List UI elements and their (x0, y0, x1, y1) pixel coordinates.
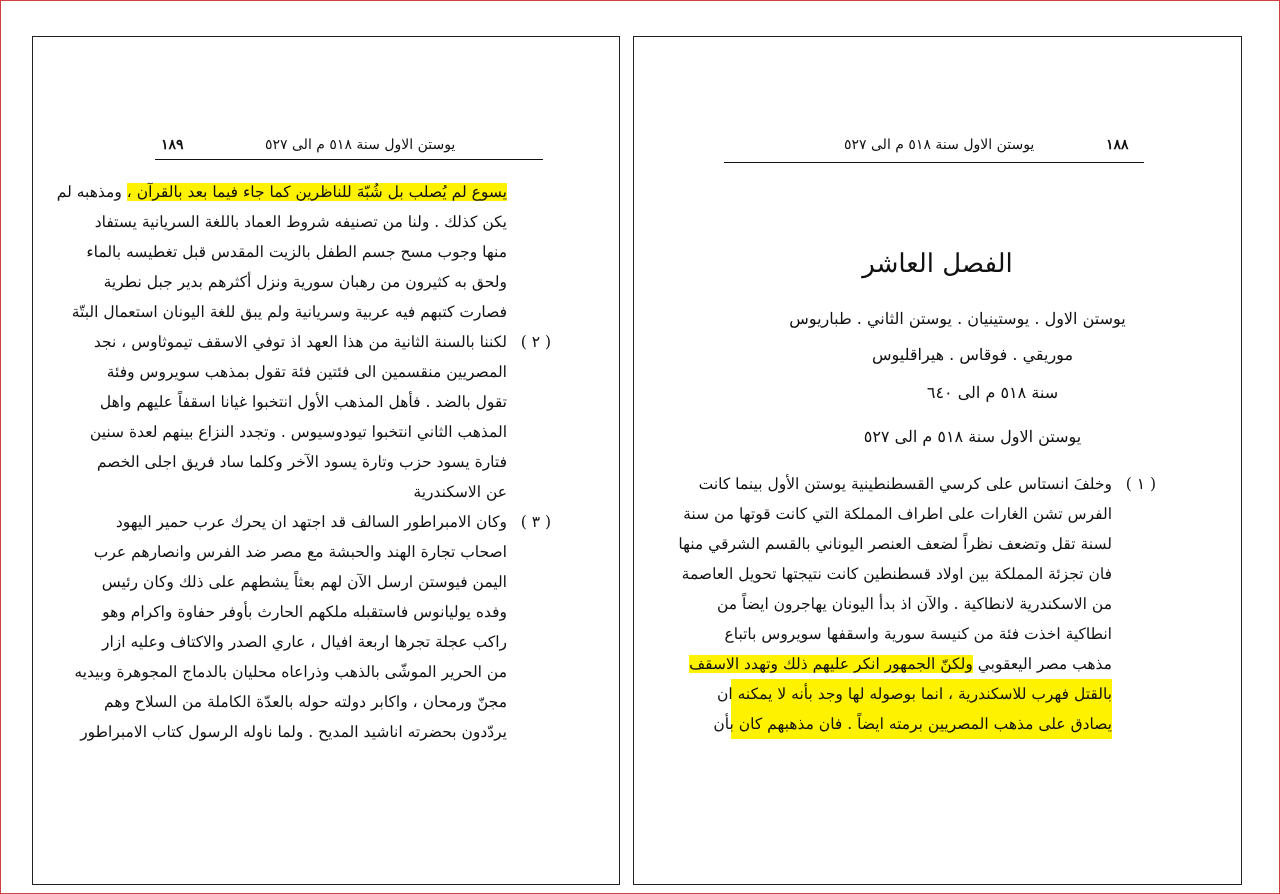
chapter-title: الفصل العاشر (862, 249, 1013, 279)
text-line: اليمن فيوستن ارسل الآن لهم بعثاً يشطهم على ذلك وكان رئيس (101, 573, 507, 591)
text-line (115, 507, 551, 537)
paragraph-number: ( ٣ ) (520, 513, 551, 531)
highlighted-text-line: يصادق على مذهب المصريين برمته ايضاً . فان مذهبهم كان بأن (731, 709, 1112, 739)
chapter-subtitle-rulers-2: موريقي . فوقاس . هيراقليوس (871, 345, 1074, 364)
left-book-page (32, 36, 620, 885)
highlighted-text-line: بالقتل فهرب للاسكندرية ، انما بوصوله لها وجد بأنه لا يمكنه ان (731, 679, 1112, 709)
chapter-subtitle-rulers-1: يوستن الاول . يوستينيان . يوستن الثاني . طباريوس (789, 309, 1126, 328)
text-line: فان تجزئة المملكة بين اولاد قسطنطين كانت نتيجتها تحويل العاصمة (681, 565, 1112, 583)
line-lead: مذهب مصر اليعقوبي (972, 655, 1112, 673)
right-page-number: ١٨٨ (1106, 137, 1129, 153)
text-line: مجنّ ورمحان ، واكابر دولته حوله بالعدّة الكاملة من السلاح وهم (104, 693, 507, 711)
text-line (689, 649, 1112, 679)
text-line: من الاسكندرية لانطاكية . والآن اذ بدأ اليونان يهاجرون ايضاً من (716, 595, 1112, 613)
left-page-header (33, 137, 621, 157)
highlighted-text: يسوع لم يُصلب بل شُبّهَ للناظرين كما جاء فيما بعد بالقرآن ، (126, 183, 507, 201)
left-page-number: ١٨٩ (161, 137, 184, 153)
text-line: تقول بالضد . فأهل المذهب الأول انتخبوا غيانا اسقفاً عليهم واهل (99, 393, 507, 411)
text-line: راكب عجلة تجرها اربعة افيال ، عاري الصدر والاكتاف وعليه ازار (102, 633, 507, 651)
line-rest: ومذهبه لم (56, 183, 127, 201)
chapter-subtitle-years: سنة ٥١٨ م الى ٦٤٠ (926, 383, 1059, 402)
line-text: وخلفَ انستاس على كرسي القسطنطينية يوستن الأول بينما كانت (698, 475, 1112, 493)
text-line: لسنة تقل وتضعف نظراً لضعف العنصر اليوناني بالقسم الشرقي منها (678, 535, 1112, 553)
text-line: فصارت كتبهم فيه عربية وسريانية ولم يبق للغة اليونان استعمال البتّة (71, 303, 507, 321)
text-line: يكن كذلك . ولنا من تصنيفه شروط العماد باللغة السريانية يستفاد (94, 213, 507, 231)
section-heading: يوستن الاول سنة ٥١٨ م الى ٥٢٧ (863, 427, 1082, 446)
text-line: المذهب الثاني انتخبوا تيودوسيوس . وتجدد النزاع بينهم لعدة سنين (89, 423, 507, 441)
text-line: منها وجوب مسح جسم الطفل بالزيت المقدس قبل تغطيسه بالماء (86, 243, 507, 261)
text-line: اصحاب تجارة الهند والحبشة مع مصر ضد الفرس وانصارهم عرب (93, 543, 507, 561)
line-text: لكننا بالسنة الثانية من هذا العهد اذ توفي الاسقف تيموثاوس ، نجد (93, 333, 507, 351)
highlighted-text: ولكنّ الجمهور انكر عليهم ذلك وتهدد الاسقف (689, 655, 973, 673)
text-line (56, 177, 507, 207)
left-page-body (56, 177, 551, 747)
text-line: من الحرير الموشّى بالذهب وذراعاه محليان بالدماج المجوهرة وبيديه (74, 663, 507, 681)
text-line (698, 469, 1156, 499)
text-line: انطاكية اخذت فئة من كنيسة سورية واسقفها سويروس باتباع (724, 625, 1112, 643)
right-header-title: يوستن الاول سنة ٥١٨ م الى ٥٢٧ (844, 137, 1035, 153)
text-line: الفرس تشن الغارات على اطراف المملكة التي كانت قوتها من سنة (683, 505, 1112, 523)
text-line: ولحق به كثيرون من رهبان سورية ونزل أكثرهم بدير جبل نطرية (103, 273, 507, 291)
text-line: عن الاسكندرية (413, 483, 507, 501)
line-text: وكان الامبراطور السالف قد اجتهد ان يحرك عرب حمير اليهود (115, 513, 507, 531)
right-page-body (678, 469, 1156, 739)
paragraph-number: ( ٢ ) (520, 333, 551, 351)
text-line: المصريين منقسمين الى فئتين فئة تقول بمذهب سويروس وفئة (106, 363, 507, 381)
right-page-header (634, 137, 1243, 157)
right-header-rule (724, 162, 1144, 163)
text-line: فتارة يسود حزب وتارة يسود الآخر وكلما ساد فريق اجلى الخصم (96, 453, 507, 471)
left-header-rule (155, 159, 543, 160)
left-header-title: يوستن الاول سنة ٥١٨ م الى ٥٢٧ (265, 137, 456, 153)
right-book-page (633, 36, 1242, 885)
text-line (93, 327, 551, 357)
paragraph-number: ( ١ ) (1125, 475, 1156, 493)
text-line: يردّدون بحضرته اناشيد المديح . ولما ناوله الرسول كتاب الامبراطور (80, 723, 507, 741)
text-line: وفده يوليانوس فاستقبله ملكهم الحارث بأوفر حفاوة واكرام وهو (102, 603, 507, 621)
